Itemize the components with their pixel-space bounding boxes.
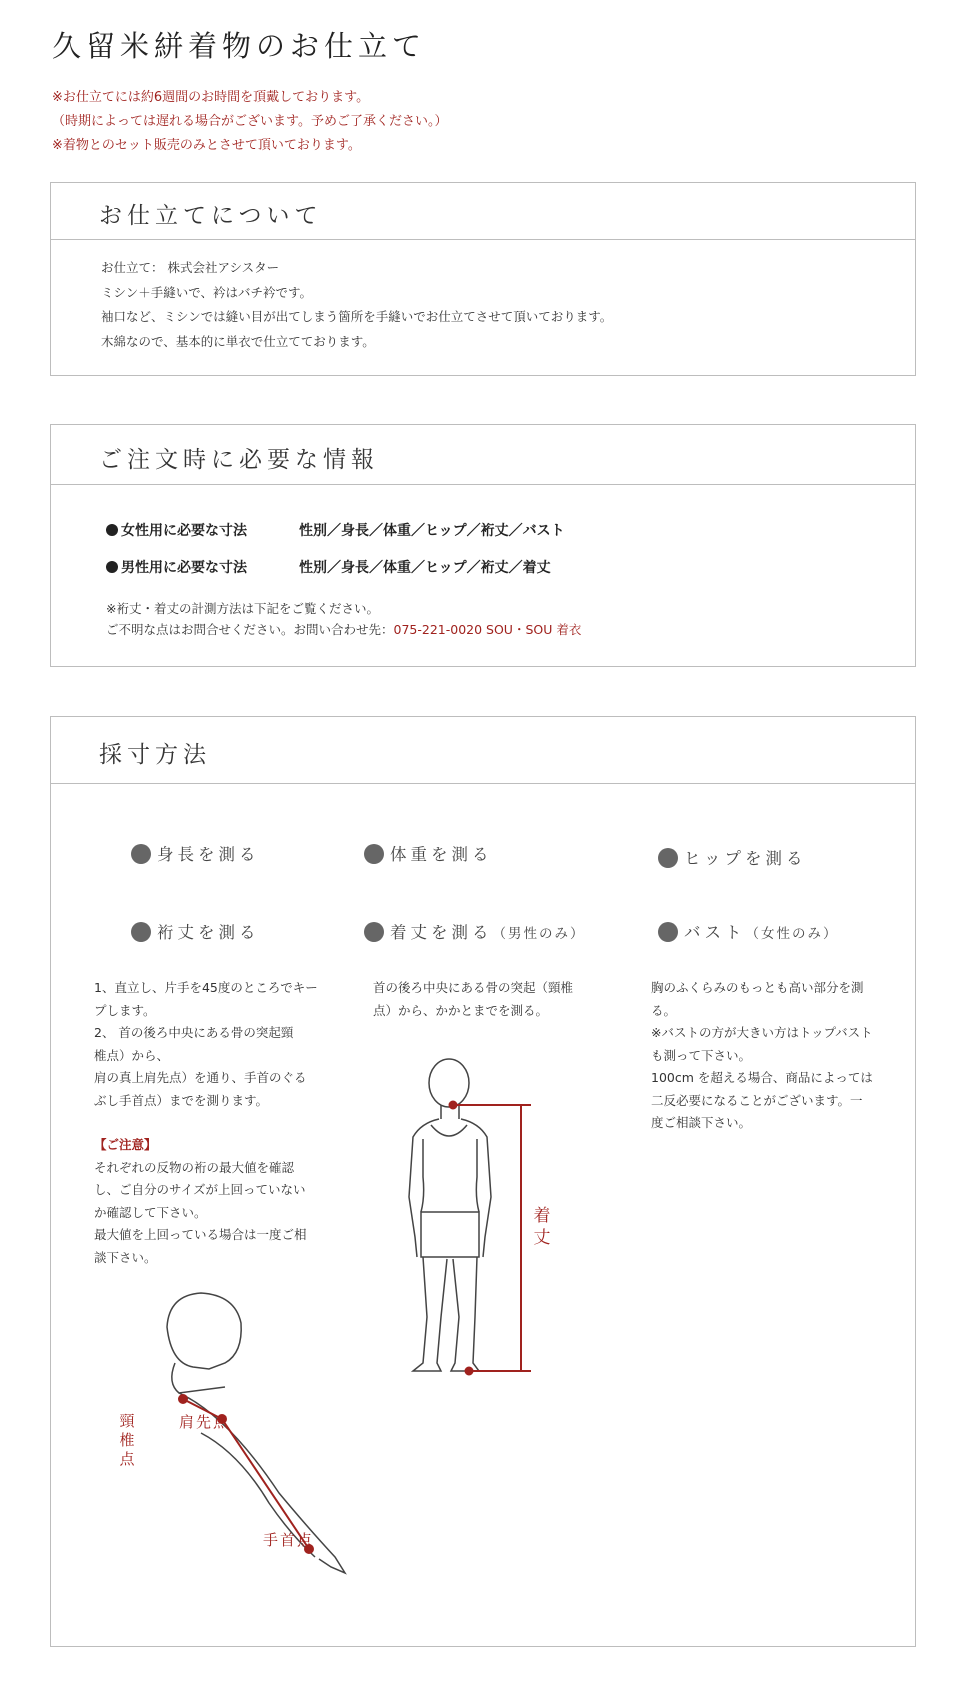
order-info-section [50, 424, 916, 667]
note-line: ※着物とのセット販売のみとさせて頂いております。 [52, 138, 361, 153]
note-line: （時期によっては遅れる場合がございます。予めご了承ください。） [52, 114, 448, 129]
men-requirements [106, 557, 551, 577]
text-line: 2、 首の後ろ中央にある骨の突起頸 [94, 1025, 294, 1040]
weight-heading [364, 841, 493, 865]
text-line: し、ご自分のサイズが上回っていない [94, 1182, 306, 1197]
tailoring-section [50, 182, 916, 376]
bullet-icon [658, 922, 678, 942]
measure-note: ※裄丈・着丈の計測方法は下記をご覧ください。 [106, 601, 379, 616]
tailoring-body [101, 256, 612, 354]
text-line: も測って下さい。 [651, 1047, 752, 1063]
kitake-label: 着丈を測る [390, 923, 493, 942]
text-line: ぶし手首点）までを測ります。 [94, 1092, 269, 1108]
order-notes [52, 86, 447, 158]
text-line: 最大値を上回っている場合は一度ご相 [94, 1227, 307, 1242]
yuki-instructions [94, 977, 318, 1269]
bust-heading [658, 919, 839, 943]
text-line: 胸のふくらみのもっとも高い部分を測 [651, 980, 864, 995]
kitake-heading [364, 919, 586, 943]
shoulder-point-label: 肩先点 [179, 1413, 231, 1431]
height-heading [131, 841, 260, 865]
bullet-icon [364, 844, 384, 864]
measurement-heading: 採寸方法 [99, 742, 211, 768]
arm-outline-icon [167, 1293, 345, 1573]
men-label: 男性用に必要な寸法 [121, 560, 247, 576]
bullet-icon [658, 848, 678, 868]
women-requirements [106, 520, 565, 540]
kitake-diagram-label: 着丈 [533, 1206, 551, 1248]
contact-prefix: ご不明な点はお問合せください。お問い合わせ先： [106, 622, 394, 637]
caution-title: 【ご注意】 [94, 1137, 157, 1152]
tailoring-line: ミシン＋手縫いで、衿はバチ衿です。 [101, 284, 312, 300]
kitake-instructions [373, 977, 573, 1022]
bullet-icon [364, 922, 384, 942]
tailoring-line: お仕立て： 株式会社アシスター [101, 260, 280, 275]
bust-sublabel: （女性のみ） [745, 926, 839, 942]
text-line: 二反必要になることがございます。一 [651, 1092, 863, 1108]
hip-label: ヒップを測る [684, 849, 807, 868]
men-items: 性別／身長／体重／ヒップ／裄丈／着丈 [299, 560, 551, 576]
tailoring-line: 袖口など、ミシンでは縫い目が出てしまう箇所を手縫いでお仕立てさせて頂いております。 [101, 309, 613, 324]
page-title: 久留米絣着物のお仕立て [52, 29, 427, 63]
note-line: ※お仕立てには約6週間のお時間を頂戴しております。 [52, 90, 370, 105]
text-line: 1、直立し、片手を45度のところでキー [94, 980, 318, 995]
measurement-section [50, 716, 916, 1647]
measurement-header [51, 717, 915, 784]
text-line: 談下さい。 [94, 1249, 157, 1265]
contact-link[interactable]: 075-221-0020 SOU・SOU 着衣 [393, 622, 582, 637]
order-info-header [51, 425, 915, 485]
order-info-heading: ご注文時に必要な情報 [99, 447, 379, 473]
text-line: 肩の真上肩先点）を通り、手首のぐる [94, 1070, 307, 1085]
tailoring-heading: お仕立てについて [99, 203, 323, 229]
text-line: 100cm を超える場合、商品によっては [651, 1070, 873, 1085]
height-label: 身長を測る [157, 845, 260, 864]
text-line: それぞれの反物の裄の最大値を確認 [94, 1159, 295, 1175]
bust-instructions [651, 977, 873, 1135]
bullet-icon [106, 561, 118, 573]
text-line: か確認して下さい。 [94, 1204, 207, 1220]
text-line: ※バストの方が大きい方はトップバスト [651, 1025, 873, 1040]
kitake-sublabel: （男性のみ） [492, 926, 586, 942]
tailoring-header [51, 183, 915, 240]
text-line: プします。 [94, 1002, 156, 1018]
neck-point-label: 頸椎点 [119, 1412, 135, 1468]
order-info-notes [106, 598, 581, 640]
text-line: 首の後ろ中央にある骨の突起（頸椎 [373, 980, 574, 995]
bullet-icon [131, 922, 151, 942]
text-line: 度ご相談下さい。 [651, 1115, 752, 1130]
tailoring-line: 木綿なので、基本的に単衣で仕立てております。 [101, 333, 375, 349]
bullet-icon [106, 524, 118, 536]
women-label: 女性用に必要な寸法 [121, 523, 247, 539]
text-line: る。 [651, 1002, 677, 1018]
women-items: 性別／身長／体重／ヒップ／裄丈／バスト [299, 523, 565, 539]
yuki-label: 裄丈を測る [157, 923, 260, 942]
text-line: 椎点）から、 [94, 1047, 170, 1063]
yuki-heading [131, 919, 260, 943]
wrist-point-label: 手首点 [263, 1531, 315, 1549]
bust-label: バスト [684, 923, 746, 942]
text-line: 点）から、かかとまでを測る。 [373, 1002, 549, 1018]
weight-label: 体重を測る [390, 845, 493, 864]
hip-heading [658, 845, 807, 869]
contact-note [106, 619, 581, 640]
bullet-icon [131, 844, 151, 864]
